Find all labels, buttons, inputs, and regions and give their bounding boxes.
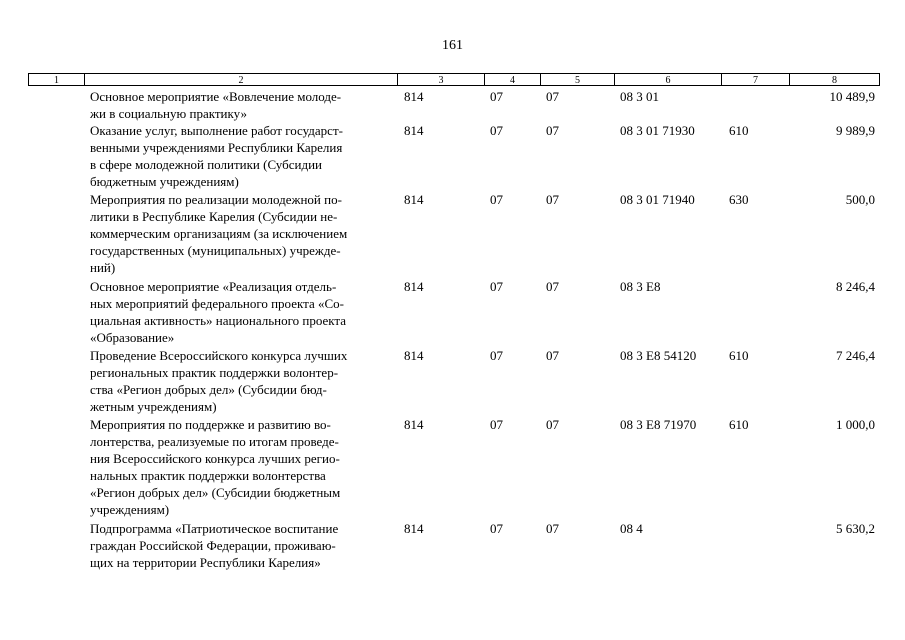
row-expense-type: 630 xyxy=(729,192,749,207)
row-name xyxy=(90,416,392,518)
row-name-line: ний) xyxy=(90,260,116,275)
page-number: 161 xyxy=(442,38,463,53)
row-name-line: литики в Республике Карелия (Субсидии не- xyxy=(90,209,338,224)
row-name-line: Мероприятия по поддержке и развитию во- xyxy=(90,417,331,432)
row-amount: 5 630,2 xyxy=(836,521,875,536)
header-col-3: 3 xyxy=(398,73,485,86)
row-subsection-code: 07 xyxy=(546,279,559,294)
row-name-line: Основное мероприятие «Вовлечение молоде- xyxy=(90,89,342,104)
row-name-line: бюджетным учреждениям) xyxy=(90,174,239,189)
row-target-article: 08 3 01 xyxy=(620,89,659,104)
row-section-code: 07 xyxy=(490,192,503,207)
row-name-line: граждан Российской Федерации, проживаю- xyxy=(90,538,336,553)
row-name-line: нальных практик поддержки волонтерства xyxy=(90,468,326,483)
row-name xyxy=(90,520,392,571)
row-target-article: 08 3 01 71940 xyxy=(620,192,695,207)
row-grbs-code: 814 xyxy=(404,192,424,207)
row-amount: 8 246,4 xyxy=(836,279,875,294)
row-grbs-code: 814 xyxy=(404,348,424,363)
row-name-line: ства «Регион добрых дел» (Субсидии бюд- xyxy=(90,382,327,397)
row-section-code: 07 xyxy=(490,279,503,294)
row-name-line: коммерческим организациям (за исключением xyxy=(90,226,348,241)
row-name-line: «Образование» xyxy=(90,330,175,345)
row-subsection-code: 07 xyxy=(546,521,559,536)
header-col-2: 2 xyxy=(85,73,398,86)
row-grbs-code: 814 xyxy=(404,521,424,536)
row-grbs-code: 814 xyxy=(404,123,424,138)
row-name-line: ния Всероссийского конкурса лучших регио- xyxy=(90,451,340,466)
header-col-4: 4 xyxy=(485,73,541,86)
row-name xyxy=(90,122,392,190)
row-section-code: 07 xyxy=(490,348,503,363)
row-name-line: в сфере молодежной политики (Субсидии xyxy=(90,157,322,172)
header-col-7: 7 xyxy=(722,73,790,86)
row-subsection-code: 07 xyxy=(546,89,559,104)
row-target-article: 08 3 E8 xyxy=(620,279,661,294)
row-target-article: 08 4 xyxy=(620,521,643,536)
row-amount: 1 000,0 xyxy=(836,417,875,432)
row-name-line: циальная активность» национального проекта xyxy=(90,313,347,328)
header-col-6: 6 xyxy=(615,73,722,86)
row-target-article: 08 3 E8 71970 xyxy=(620,417,697,432)
row-amount: 10 489,9 xyxy=(829,89,875,104)
row-target-article: 08 3 E8 54120 xyxy=(620,348,697,363)
row-expense-type: 610 xyxy=(729,123,749,138)
row-name-line: венными учреждениями Республики Карелия xyxy=(90,140,343,155)
row-name-line: Проведение Всероссийского конкурса лучших xyxy=(90,348,348,363)
row-name-line: жи в социальную практику» xyxy=(90,106,247,121)
header-col-8: 8 xyxy=(790,73,880,86)
row-name-line: Оказание услуг, выполнение работ государст- xyxy=(90,123,343,138)
row-name-line: Мероприятия по реализации молодежной по- xyxy=(90,192,342,207)
row-grbs-code: 814 xyxy=(404,417,424,432)
row-expense-type: 610 xyxy=(729,417,749,432)
row-subsection-code: 07 xyxy=(546,192,559,207)
row-name xyxy=(90,278,392,346)
row-name-line: Подпрограмма «Патриотическое воспитание xyxy=(90,521,339,536)
row-name-line: «Регион добрых дел» (Субсидии бюджетным xyxy=(90,485,341,500)
row-name-line: щих на территории Республики Карелия» xyxy=(90,555,321,570)
header-col-1: 1 xyxy=(28,73,85,86)
row-target-article: 08 3 01 71930 xyxy=(620,123,695,138)
header-col-5: 5 xyxy=(541,73,615,86)
row-name-line: Основное мероприятие «Реализация отдель- xyxy=(90,279,337,294)
row-subsection-code: 07 xyxy=(546,417,559,432)
row-name-line: государственных (муниципальных) учрежде- xyxy=(90,243,341,258)
row-name-line: лонтерства, реализуемые по итогам проведе- xyxy=(90,434,339,449)
row-amount: 9 989,9 xyxy=(836,123,875,138)
row-name xyxy=(90,191,392,276)
row-section-code: 07 xyxy=(490,89,503,104)
row-name xyxy=(90,88,392,122)
row-subsection-code: 07 xyxy=(546,123,559,138)
row-name xyxy=(90,347,392,415)
row-section-code: 07 xyxy=(490,521,503,536)
row-name-line: жетным учреждениям) xyxy=(90,399,217,414)
row-subsection-code: 07 xyxy=(546,348,559,363)
row-section-code: 07 xyxy=(490,123,503,138)
row-amount: 500,0 xyxy=(845,192,875,207)
row-name-line: региональных практик поддержки волонтер- xyxy=(90,365,339,380)
row-expense-type: 610 xyxy=(729,348,749,363)
row-grbs-code: 814 xyxy=(404,89,424,104)
row-name-line: учреждениям) xyxy=(90,502,170,517)
table-header xyxy=(28,73,880,86)
row-section-code: 07 xyxy=(490,417,503,432)
row-amount: 7 246,4 xyxy=(836,348,875,363)
row-name-line: ных мероприятий федерального проекта «Со- xyxy=(90,296,344,311)
row-grbs-code: 814 xyxy=(404,279,424,294)
